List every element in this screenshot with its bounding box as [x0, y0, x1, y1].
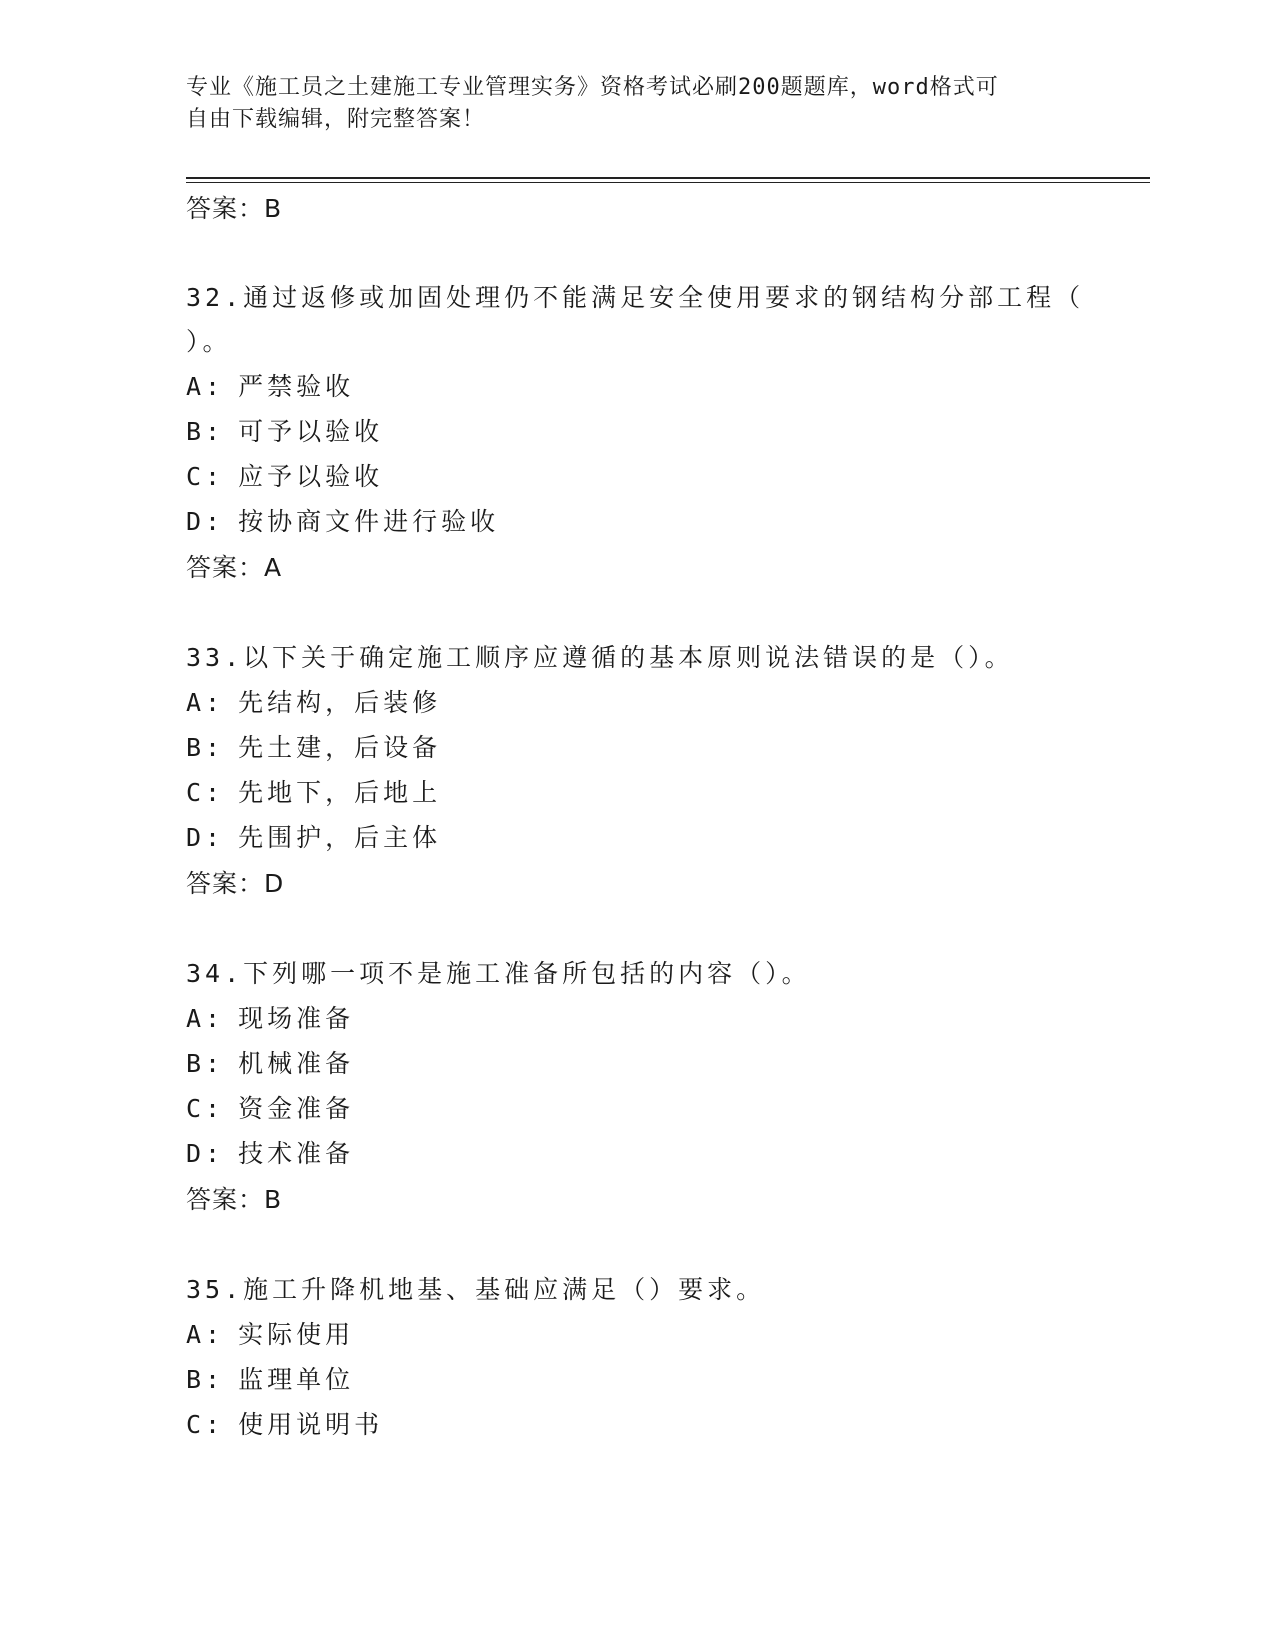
q34-option-d	[186, 1138, 354, 1170]
option-letter: D:	[186, 1139, 225, 1168]
q35-option-b	[186, 1364, 354, 1396]
q35-stem: 35.施工升降机地基、基础应满足（）要求。	[186, 1275, 766, 1304]
option-letter: A:	[186, 1004, 225, 1033]
q33-option-b	[186, 732, 441, 764]
option-letter: C:	[186, 1410, 225, 1439]
option-text: 资金准备	[238, 1094, 355, 1123]
q34-option-c	[186, 1093, 354, 1125]
header-rule-bottom	[186, 182, 1150, 183]
q32-stem-line-1: 32.通过返修或加固处理仍不能满足安全使用要求的钢结构分部工程（	[186, 283, 1085, 312]
option-text: 监理单位	[238, 1365, 355, 1394]
option-letter: A:	[186, 688, 225, 717]
q33-option-c	[186, 777, 441, 809]
option-text: 技术准备	[238, 1139, 355, 1168]
option-text: 机械准备	[238, 1049, 355, 1078]
q32-option-c	[186, 461, 383, 493]
q34-option-b	[186, 1048, 354, 1080]
q32-option-d	[186, 506, 499, 538]
option-text: 先围护，后主体	[238, 823, 442, 852]
q33-stem: 33.以下关于确定施工顺序应遵循的基本原则说法错误的是（）。	[186, 643, 1014, 672]
option-letter: C:	[186, 778, 225, 807]
option-letter: D:	[186, 507, 225, 536]
option-text: 先地下，后地上	[238, 778, 442, 807]
q34-stem: 34.下列哪一项不是施工准备所包括的内容（）。	[186, 959, 811, 988]
option-text: 严禁验收	[238, 372, 355, 401]
q32-option-b	[186, 416, 383, 448]
option-letter: B:	[186, 1365, 225, 1394]
document-header	[186, 72, 1086, 136]
q34-option-a	[186, 1003, 354, 1035]
q33-option-d	[186, 822, 441, 854]
q32-answer: 答案：A	[186, 553, 283, 582]
q32-stem-line-2: ）。	[186, 327, 232, 356]
q34-answer: 答案：B	[186, 1185, 283, 1214]
header-rule-top	[186, 177, 1150, 179]
option-text: 实际使用	[238, 1320, 355, 1349]
q33-answer: 答案：D	[186, 869, 285, 898]
q32-option-a	[186, 371, 354, 403]
q35-option-c	[186, 1409, 383, 1441]
option-text: 现场准备	[238, 1004, 355, 1033]
option-letter: C:	[186, 462, 225, 491]
q33-option-a	[186, 687, 441, 719]
answer-prev: 答案：B	[186, 194, 283, 223]
header-line-1: 专业《施工员之土建施工专业管理实务》资格考试必刷200题题库，word格式可	[186, 75, 999, 100]
option-letter: B:	[186, 417, 225, 446]
q35-option-a	[186, 1319, 354, 1351]
option-letter: B:	[186, 733, 225, 762]
option-letter: B:	[186, 1049, 225, 1078]
option-text: 按协商文件进行验收	[238, 507, 500, 536]
option-letter: D:	[186, 823, 225, 852]
option-letter: A:	[186, 1320, 225, 1349]
option-text: 可予以验收	[238, 417, 384, 446]
option-text: 使用说明书	[238, 1410, 384, 1439]
option-text: 应予以验收	[238, 462, 384, 491]
option-letter: C:	[186, 1094, 225, 1123]
option-letter: A:	[186, 372, 225, 401]
option-text: 先土建，后设备	[238, 733, 442, 762]
option-text: 先结构，后装修	[238, 688, 442, 717]
header-line-2: 自由下载编辑，附完整答案！	[186, 107, 486, 132]
